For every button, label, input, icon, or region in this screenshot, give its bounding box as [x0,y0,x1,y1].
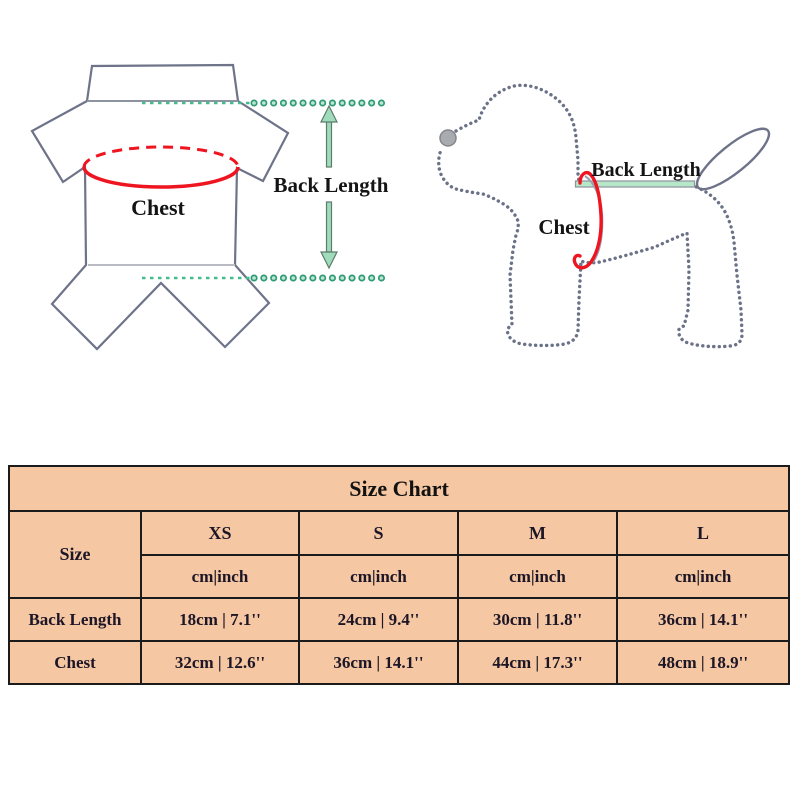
unit-cell: cm|inch [141,555,299,598]
value-cell: 48cm | 18.9'' [617,641,789,684]
value-cell: 44cm | 17.3'' [458,641,617,684]
column-header-xs: XS [141,511,299,555]
column-header-l: L [617,511,789,555]
garment-collar [87,65,238,101]
unit-cell: cm|inch [458,555,617,598]
dog-back-length-label: Back Length [591,159,701,181]
row-label-back-length: Back Length [9,598,141,641]
value-cell: 32cm | 12.6'' [141,641,299,684]
value-cell: 36cm | 14.1'' [617,598,789,641]
garment-chest-label: Chest [131,195,185,220]
dog-outline [439,85,742,346]
back-length-arrow-up [321,106,337,167]
table-row-chest [9,641,789,684]
table-row-back-length [9,598,789,641]
dog-diagram [439,85,777,346]
dog-chest-label: Chest [538,215,590,239]
value-cell: 30cm | 11.8'' [458,598,617,641]
table-corner-size: Size [9,511,141,598]
value-cell: 36cm | 14.1'' [299,641,458,684]
garment-body-outline [32,101,288,349]
dog-tail [690,120,777,198]
garment-diagram [32,65,389,349]
value-cell: 18cm | 7.1'' [141,598,299,641]
unit-cell: cm|inch [617,555,789,598]
table-title: Size Chart [9,466,789,511]
column-header-m: M [458,511,617,555]
value-cell: 24cm | 9.4'' [299,598,458,641]
column-header-s: S [299,511,458,555]
unit-cell: cm|inch [299,555,458,598]
back-length-arrow-down [321,202,337,268]
dog-nose [440,130,456,146]
garment-back-length-label: Back Length [273,173,389,197]
row-label-chest: Chest [9,641,141,684]
size-chart-table [8,465,790,685]
